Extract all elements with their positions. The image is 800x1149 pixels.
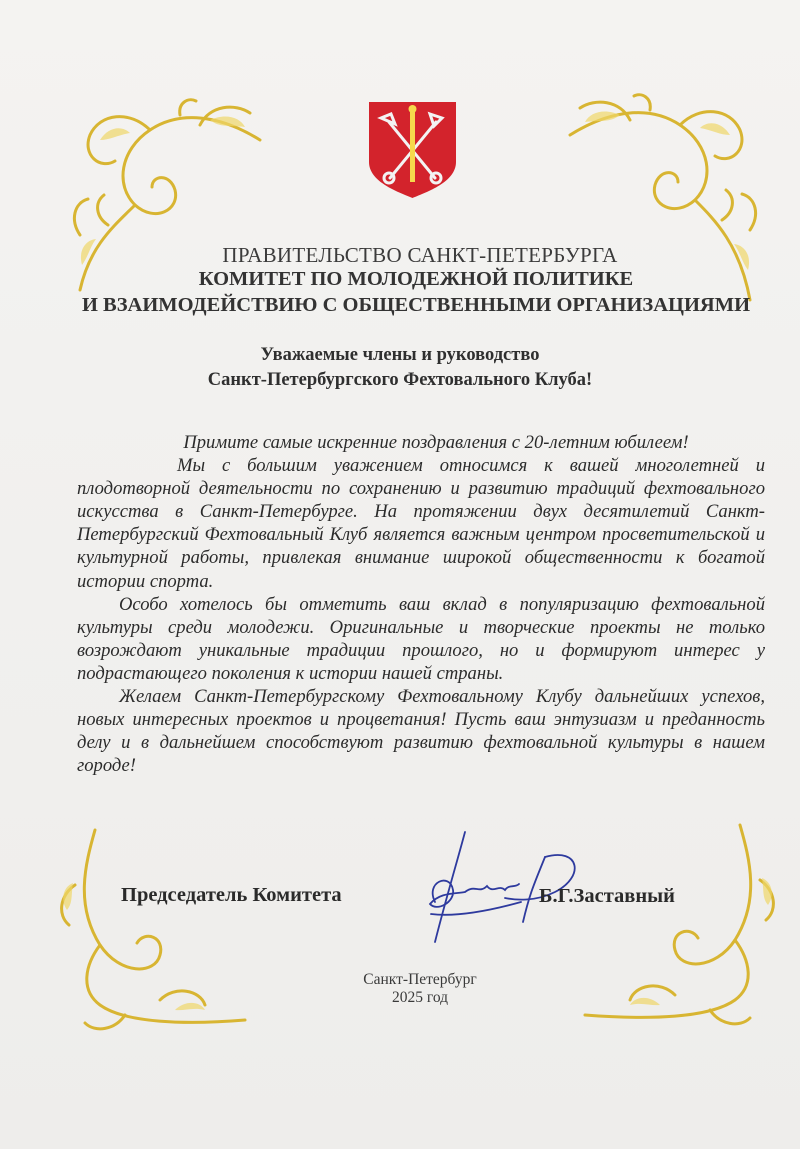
committee-title-line2: И ВЗАИМОДЕЙСТВИЮ С ОБЩЕСТВЕННЫМИ ОРГАНИЗАЦИЯМИ — [81, 294, 751, 316]
ornament-bottom-left-icon — [55, 825, 255, 1040]
signatory-title: Председатель Комитета — [121, 884, 342, 906]
body-paragraph-1: Примите самые искренние поздравления с 20-летним юбилеем! — [183, 432, 689, 453]
body-paragraph-3: Особо хотелось бы отметить ваш вклад в популяризацию фехтовальной культуры среди молодежи. Оригинальные и творческие проекты не только возрождают уникальные традиции прошлого, но и формируют интерес у подрастающего поколения к истории нашей страны. — [77, 593, 765, 684]
signatory-name: Б.Г.Заставный — [539, 885, 675, 907]
letter-body — [77, 431, 765, 777]
footer-year: 2025 год — [391, 989, 449, 1006]
footer-city: Санкт-Петербург — [363, 971, 477, 988]
committee-title-line1: КОМИТЕТ ПО МОЛОДЕЖНОЙ ПОЛИТИКЕ — [198, 268, 634, 290]
st-petersburg-coat-of-arms-icon — [367, 100, 458, 200]
body-paragraph-4: Желаем Санкт-Петербургскому Фехтовальному Клубу дальнейших успехов, новых интересных проектов и процветания! Пусть ваш энтузиазм и преданность делу и в дальнейшем способствуют развитию фехтовальной культуры в нашем городе! — [77, 686, 765, 777]
government-title: ПРАВИТЕЛЬСТВО САНКТ-ПЕТЕРБУРГА — [222, 243, 618, 267]
salutation-line1: Уважаемые члены и руководство — [260, 345, 540, 365]
body-paragraph-2: Мы с большим уважением относимся к вашей многолетней и плодотворной деятельности по сохранению и развитию традиций фехтовального искусства в Санкт-Петербурге. На протяжении двух десятилетий Санкт-Петербургский Фехтовальный Клуб является важным центром просветительской и культурной работы, привлекая внимание широкой общественности к богатой истории спорта. — [77, 455, 765, 592]
salutation-line2: Санкт-Петербургского Фехтовального Клуба! — [207, 370, 593, 390]
ornament-bottom-right-icon — [575, 820, 780, 1040]
